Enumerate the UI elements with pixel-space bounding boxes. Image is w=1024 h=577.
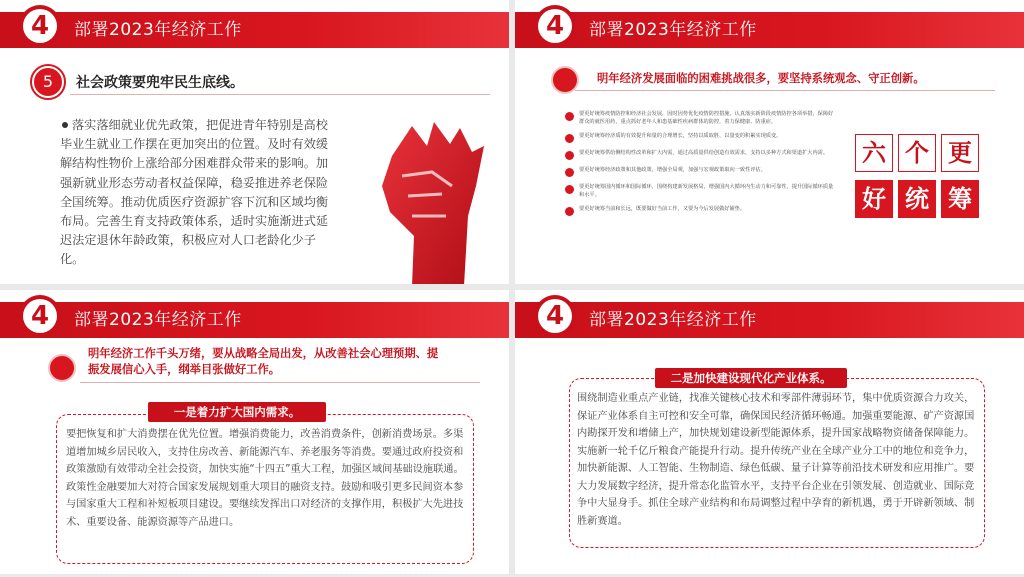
raised-fist-icon: [372, 116, 492, 284]
badge-number: 4: [545, 11, 565, 41]
section-title: 部署2023年经济工作: [74, 310, 242, 330]
header-bar: [515, 12, 1024, 48]
grid-cell: 个: [898, 134, 936, 172]
list-item: 要更好统筹国内循环和国际循环，围绕构建新发展格局，增强国内大循环内生动力和可靠性，提升国际循环质量和水平。: [565, 183, 835, 199]
badge-number: 4: [30, 301, 50, 331]
body-text: 围绕制造业重点产业链，找准关键核心技术和零部件薄弱环节，集中优质资源合力攻关，保证产业体系自主可控和安全可靠，确保国民经济循环畅通。加强重要能源、矿产资源国内勘探开发和增储上产，加快规划建设新型能源体系，提升国家战略物资储备保障能力。实施新一轮千亿斤粮食产能提升行动。提升传统产业在全球产业分工中的地位和竞争力，加快新能源、人工智能、生物制造、绿色低碳、量子计算等前沿技术研发和应用推广。要大力发展数字经济，提升常态化监管水平，支持平台企业在引领发展、创造就业、国际竞争中大显身手。抓住全球产业结构和布局调整过程中孕育的新机遇，勇于开辟新领域、制胜新赛道。: [577, 393, 975, 527]
six-character-grid: [855, 134, 979, 220]
emblem-bullet-icon: [565, 168, 574, 177]
divider: [80, 382, 480, 383]
grid-cell: 好: [855, 180, 893, 218]
header-bar: [0, 302, 509, 338]
step-number: 5: [34, 68, 62, 96]
body-text: 要把恢复和扩大消费摆在优先位置。增强消费能力，改善消费条件，创新消费场景。多渠道增加城乡居民收入，支持住房改善、新能源汽车、养老服务等消费。要通过政府投资和政策激励有效带动全社会投资，加快实施“十四五”重大工程，加强区域间基础设施联通。政策性金融要加大对符合国家发展规划重大项目的融资支持。鼓励和吸引更多民间资本参与国家重大工程和补短板项目建设。要继续发挥出口对经济的支撑作用，积极扩大先进技术、重要设备、能源资源等产品进口。: [66, 429, 464, 528]
grid-cell: 更: [941, 134, 979, 172]
number-badge: [533, 294, 577, 338]
list-item: 要更好统筹当前和长远，既要做好当前工作，又要为今后发展做好铺垫。: [565, 205, 835, 216]
list-item: 要更好统筹供给侧结构性改革和扩大内需，通过高质量供给创造有效需求，支持以多种方式和渠道扩大内需。: [565, 149, 835, 160]
section-pill: 二是加快建设现代化产业体系。: [655, 368, 847, 388]
emblem-bullet-icon: [565, 151, 574, 160]
body-text: [60, 116, 335, 270]
grid-cell: 筹: [941, 180, 979, 218]
header-bar: [0, 12, 509, 48]
number-badge: [533, 4, 577, 48]
section-title: 部署2023年经济工作: [74, 20, 242, 40]
item-list: [565, 110, 835, 222]
body-paragraph: 落实落细就业优先政策，把促进青年特别是高校毕业生就业工作摆在更加突出的位置。及时有效缓解结构性物价上涨给部分困难群众带来的影响。加强新就业形态劳动者权益保障，稳妥推进养老保险全国统筹。推动优质医疗资源扩容下沉和区域均衡布局。完善生育支持政策体系，适时实施渐进式延迟法定退休年龄政策，积极应对人口老龄化少子化。: [60, 118, 329, 267]
emblem-bullet-icon: [565, 134, 574, 143]
list-item: 要更好统筹经济质的有效提升和量的合理增长，坚持以质取胜，以量变的积累实现质变。: [565, 132, 835, 143]
divider: [575, 90, 995, 91]
slide-thumbnail-2[interactable]: [515, 0, 1024, 284]
slide-thumbnail-4[interactable]: [515, 290, 1024, 574]
slide-thumbnail-1[interactable]: [0, 0, 509, 284]
grid-cell: 统: [898, 180, 936, 218]
list-item: 要更好统筹经济政策和其他政策，增强全局观，加强与宏观政策取向一致性评估。: [565, 166, 835, 177]
list-item: 要更好统筹疫情防控和经济社会发展，因时因势优化疫情防控措施，认真落实新阶段疫情防控各项举措，保障好群众的就医用药，重点抓好老年人和患基础性疾病群体的防控，着力保健康、防重症。: [565, 110, 835, 126]
section-pill: 一是着力扩大国内需求。: [148, 402, 326, 422]
party-emblem-icon: [48, 354, 76, 382]
emblem-bullet-icon: [565, 112, 574, 121]
slide-heading: 社会政策要兜牢民生底线。: [76, 75, 244, 91]
emblem-bullet-icon: [565, 185, 574, 194]
emblem-bullet-icon: [565, 207, 574, 216]
slide-thumbnail-3[interactable]: [0, 290, 509, 574]
badge-number: 4: [30, 11, 50, 41]
grid-cell: 六: [855, 134, 893, 172]
divider: [70, 94, 490, 95]
number-badge: [18, 294, 62, 338]
section-title: 部署2023年经济工作: [589, 310, 757, 330]
badge-number: 4: [545, 301, 565, 331]
number-badge: [18, 4, 62, 48]
header-bar: [515, 302, 1024, 338]
slide-heading: 明年经济发展面临的困难挑战很多，要坚持系统观念、守正创新。: [597, 72, 925, 85]
section-title: 部署2023年经济工作: [589, 20, 757, 40]
slide-heading: 明年经济工作千头万绪，要从战略全局出发，从改善社会心理预期、提振发展信心入手，纲举目张做好工作。: [88, 347, 439, 376]
